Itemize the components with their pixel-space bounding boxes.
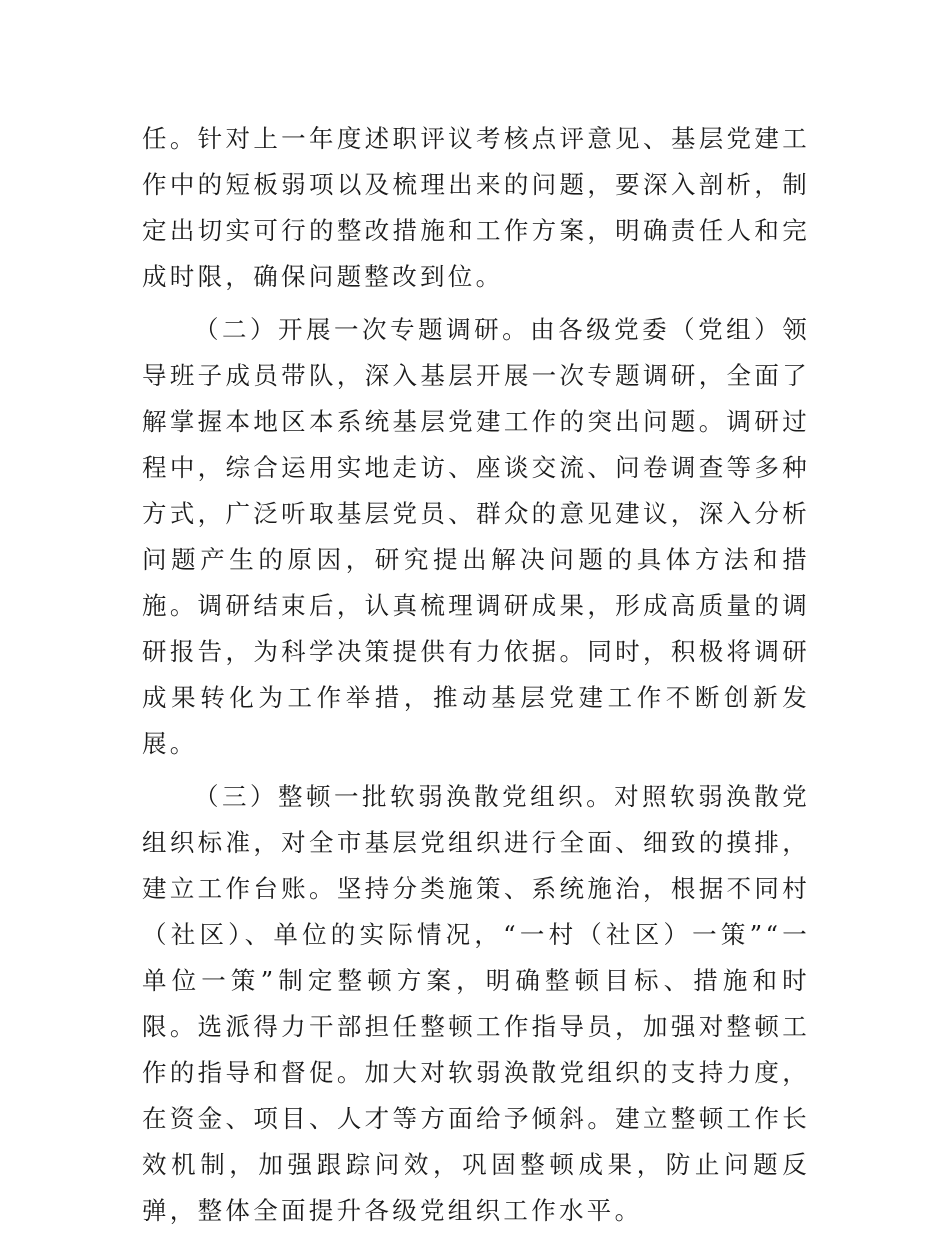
document-page [142, 116, 810, 1241]
paragraph-section-2: （二）开展一次专题调研。由各级党委（党组）领导班子成员带队，深入基层开展一次专题调研，全面了解掌握本地区本系统基层党建工作的突出问题。调研过程中，综合运用实地走访、座谈交流、问卷调查等多种方式，广泛听取基层党员、群众的意见建议，深入分析问题产生的原因，研究提出解决问题的具体方法和措施。调研结束后，认真梳理调研成果，形成高质量的调研报告，为科学决策提供有力依据。同时，积极将调研成果转化为工作举措，推动基层党建工作不断创新发展。 [142, 315, 810, 758]
paragraph-continuation: 任。针对上一年度述职评议考核点评意见、基层党建工作中的短板弱项以及梳理出来的问题，要深入剖析，制定出切实可行的整改措施和工作方案，明确责任人和完成时限，确保问题整改到位。 [142, 124, 810, 291]
paragraph-section-3: （三）整顿一批软弱涣散党组织。对照软弱涣散党组织标准，对全市基层党组织进行全面、细致的摸排，建立工作台账。坚持分类施策、系统施治，根据不同村（社区）、单位的实际情况，“一村（社区）一策”“一单位一策”制定整顿方案，明确整顿目标、措施和时限。选派得力干部担任整顿工作指导员，加强对整顿工作的指导和督促。加大对软弱涣散党组织的支持力度，在资金、项目、人才等方面给予倾斜。建立整顿工作长效机制，加强跟踪问效，巩固整顿成果，防止问题反弹，整体全面提升各级党组织工作水平。 [142, 782, 810, 1225]
